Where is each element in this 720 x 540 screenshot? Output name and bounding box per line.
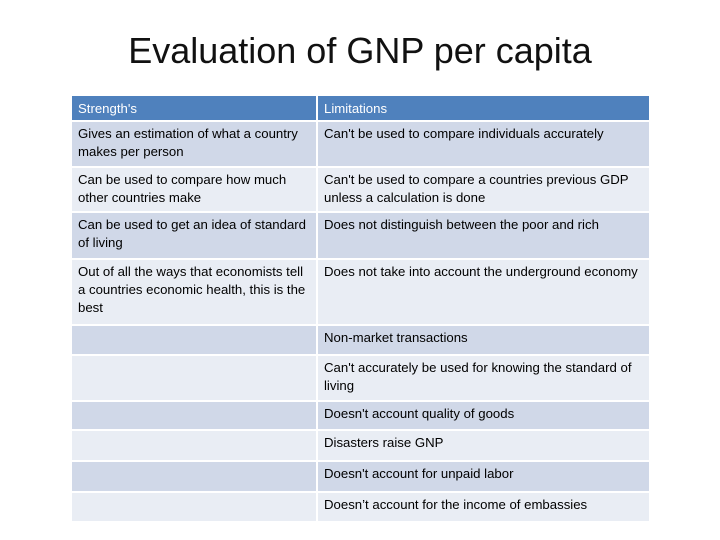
strength-cell: Can be used to compare how much other countries make (72, 168, 318, 213)
strength-cell: Out of all the ways that economists tell a countries economic health, this is the best (72, 260, 318, 326)
strength-cell (72, 326, 318, 356)
evaluation-table (72, 96, 649, 523)
table-row (72, 326, 649, 356)
slide-title: Evaluation of GNP per capita (128, 30, 592, 71)
strength-cell: Can be used to get an idea of standard of living (72, 213, 318, 260)
table-row (72, 260, 649, 326)
limitation-cell: Can't accurately be used for knowing the standard of living (318, 356, 649, 402)
strength-cell (72, 402, 318, 431)
header-limitations: Limitations (318, 96, 649, 122)
limitation-cell: Does not distinguish between the poor and rich (318, 213, 649, 260)
strength-cell (72, 493, 318, 523)
limitation-cell: Can't be used to compare a countries previous GDP unless a calculation is done (318, 168, 649, 213)
table-row (72, 168, 649, 213)
limitation-cell: Doesn't account quality of goods (318, 402, 649, 431)
table-row (72, 402, 649, 431)
limitation-cell: Non-market transactions (318, 326, 649, 356)
table-row (72, 356, 649, 402)
limitation-cell: Disasters raise GNP (318, 431, 649, 462)
table-row (72, 213, 649, 260)
limitation-cell: Does not take into account the underground economy (318, 260, 649, 326)
table-header-row (72, 96, 649, 122)
table-row (72, 122, 649, 168)
limitation-cell: Doesn’t account for the income of embassies (318, 493, 649, 523)
table-row (72, 493, 649, 523)
strength-cell (72, 356, 318, 402)
strength-cell: Gives an estimation of what a country makes per person (72, 122, 318, 168)
strength-cell (72, 431, 318, 462)
limitation-cell: Can't be used to compare individuals accurately (318, 122, 649, 168)
header-strengths: Strength's (72, 96, 318, 122)
table-row (72, 462, 649, 493)
limitation-cell: Doesn't account for unpaid labor (318, 462, 649, 493)
strength-cell (72, 462, 318, 493)
table-row (72, 431, 649, 462)
